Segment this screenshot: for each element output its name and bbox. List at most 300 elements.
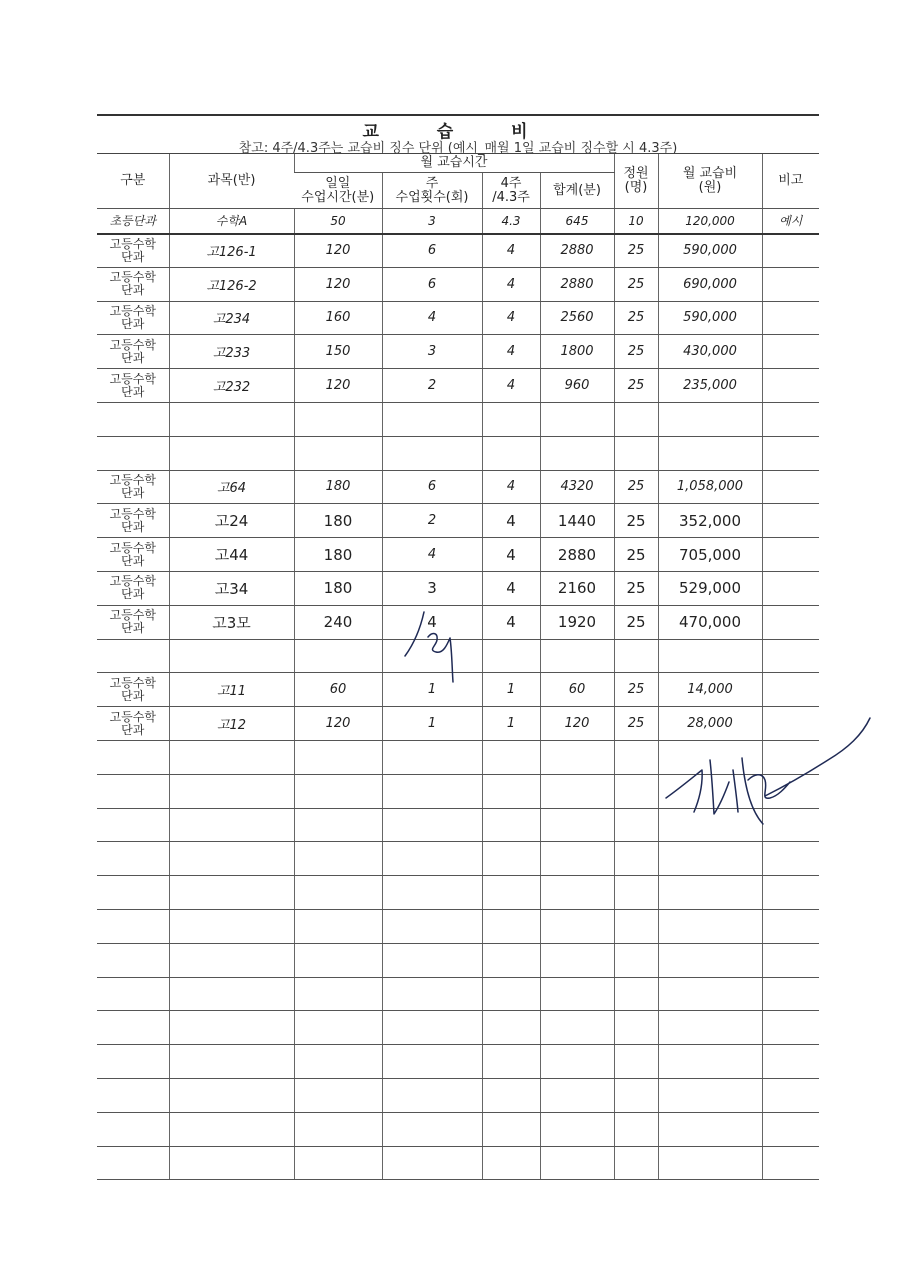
cell-capacity [614,876,658,910]
cell-category [97,402,169,436]
cell-note [762,876,819,910]
cell-note [762,436,819,470]
cell-note [762,504,819,538]
cell-daily [294,876,382,910]
table-row [97,369,819,403]
cell-category: 고등수학 단과 [97,571,169,605]
cell-total [540,639,614,673]
cell-weekly [382,876,482,910]
cell-weekly: 3 [382,209,482,234]
cell-total: 1440 [540,504,614,538]
cell-weekly [382,1011,482,1045]
cell-category [97,1045,169,1079]
cell-note [762,267,819,301]
table-row [97,402,819,436]
cell-total: 120 [540,707,614,741]
cell-subject [169,977,294,1011]
header-total: 합계(분) [540,173,614,209]
cell-weekly: 6 [382,267,482,301]
cell-daily [294,436,382,470]
cell-fee [658,808,762,842]
cell-weeks [482,876,540,910]
header-monthly-hours: 월 교습시간 [294,154,614,173]
cell-total: 1800 [540,335,614,369]
cell-fee [658,1112,762,1146]
cell-weekly: 6 [382,234,482,268]
cell-weekly [382,943,482,977]
table-row [97,470,819,504]
cell-daily [294,842,382,876]
cell-capacity [614,402,658,436]
cell-daily [294,1011,382,1045]
cell-subject [169,909,294,943]
cell-weeks [482,402,540,436]
cell-weekly: 4 [382,605,482,639]
cell-total [540,1078,614,1112]
cell-subject [169,1078,294,1112]
cell-daily [294,808,382,842]
cell-daily [294,1112,382,1146]
cell-fee: 28,000 [658,707,762,741]
table-row [97,538,819,572]
cell-weeks: 4 [482,369,540,403]
cell-category [97,1112,169,1146]
cell-category: 고등수학 단과 [97,369,169,403]
cell-category: 초등단과 [97,209,169,234]
cell-note [762,571,819,605]
cell-weeks [482,436,540,470]
cell-weeks: 1 [482,673,540,707]
cell-weekly: 4 [382,538,482,572]
cell-capacity: 25 [614,538,658,572]
cell-subject [169,402,294,436]
cell-weeks [482,909,540,943]
cell-capacity: 25 [614,571,658,605]
cell-daily: 120 [294,369,382,403]
table-row [97,673,819,707]
cell-weeks: 4 [482,301,540,335]
cell-subject: 고12 [169,707,294,741]
cell-note [762,977,819,1011]
cell-fee [658,1078,762,1112]
cell-total [540,402,614,436]
cell-category [97,876,169,910]
table-row [97,943,819,977]
cell-weeks [482,808,540,842]
cell-category [97,1011,169,1045]
table-row [97,977,819,1011]
table-row [97,1078,819,1112]
cell-weeks: 4 [482,571,540,605]
table-row [97,639,819,673]
cell-fee [658,977,762,1011]
cell-subject [169,639,294,673]
cell-note [762,369,819,403]
cell-daily [294,943,382,977]
cell-daily [294,1045,382,1079]
cell-capacity [614,639,658,673]
cell-fee [658,1045,762,1079]
cell-subject [169,842,294,876]
header-category: 구분 [97,154,169,209]
cell-weeks: 4 [482,538,540,572]
cell-fee: 1,058,000 [658,470,762,504]
cell-daily [294,402,382,436]
cell-category: 고등수학 단과 [97,335,169,369]
header-subject: 과목(반) [169,154,294,209]
cell-category [97,842,169,876]
cell-weeks [482,774,540,808]
cell-category [97,1146,169,1180]
cell-category [97,808,169,842]
cell-capacity [614,1146,658,1180]
cell-category [97,639,169,673]
cell-note [762,538,819,572]
cell-total [540,1146,614,1180]
cell-total [540,740,614,774]
cell-weekly [382,1045,482,1079]
cell-subject [169,1146,294,1180]
cell-category [97,1078,169,1112]
cell-note [762,402,819,436]
cell-total: 645 [540,209,614,234]
cell-daily [294,1146,382,1180]
cell-fee [658,436,762,470]
table-row [97,267,819,301]
header-weeks: 4주 /4.3주 [482,173,540,209]
table-row [97,234,819,268]
cell-daily [294,639,382,673]
table-row [97,571,819,605]
cell-note [762,335,819,369]
cell-weeks [482,639,540,673]
cell-capacity [614,1045,658,1079]
cell-capacity: 25 [614,267,658,301]
cell-subject [169,436,294,470]
table-row [97,774,819,808]
cell-weeks: 4 [482,470,540,504]
cell-note: 예시 [762,209,819,234]
cell-note [762,740,819,774]
cell-daily: 150 [294,335,382,369]
cell-weekly: 3 [382,335,482,369]
page-title: 교 습 비 [362,122,554,142]
cell-category [97,977,169,1011]
cell-weekly [382,740,482,774]
cell-fee: 590,000 [658,234,762,268]
cell-category [97,943,169,977]
cell-note [762,1078,819,1112]
cell-subject [169,1045,294,1079]
cell-total [540,808,614,842]
header-weekly-count: 주 수업횟수(회) [382,173,482,209]
cell-capacity [614,1112,658,1146]
cell-fee [658,774,762,808]
cell-capacity: 25 [614,707,658,741]
cell-weekly [382,436,482,470]
cell-weekly [382,639,482,673]
cell-fee: 529,000 [658,571,762,605]
table-row [97,1146,819,1180]
cell-note [762,673,819,707]
cell-weekly: 2 [382,369,482,403]
cell-subject: 고3모 [169,605,294,639]
cell-note [762,639,819,673]
cell-subject [169,943,294,977]
page-subtitle: 참고: 4주/4.3주는 교습비 징수 단위 (예시_매월 1일 교습비 징수할 시 4.3주) [238,141,678,156]
cell-fee: 235,000 [658,369,762,403]
cell-capacity [614,436,658,470]
cell-total: 1920 [540,605,614,639]
cell-note [762,1146,819,1180]
cell-total [540,1045,614,1079]
cell-fee [658,1011,762,1045]
cell-fee [658,740,762,774]
cell-daily: 180 [294,538,382,572]
cell-weekly [382,808,482,842]
cell-weeks [482,1045,540,1079]
cell-category: 고등수학 단과 [97,605,169,639]
cell-weeks: 1 [482,707,540,741]
cell-weekly: 4 [382,301,482,335]
fee-table [97,153,819,1180]
table-row [97,504,819,538]
cell-daily: 240 [294,605,382,639]
cell-weeks: 4 [482,335,540,369]
cell-capacity [614,842,658,876]
cell-capacity: 25 [614,470,658,504]
table-row [97,335,819,369]
cell-category: 고등수학 단과 [97,234,169,268]
cell-daily [294,909,382,943]
cell-weekly: 3 [382,571,482,605]
cell-subject: 고24 [169,504,294,538]
cell-subject: 고126-1 [169,234,294,268]
cell-fee: 120,000 [658,209,762,234]
cell-daily: 50 [294,209,382,234]
table-row [97,436,819,470]
cell-weekly [382,842,482,876]
cell-subject: 고11 [169,673,294,707]
cell-weeks: 4 [482,504,540,538]
cell-weeks: 4 [482,267,540,301]
cell-total: 2880 [540,538,614,572]
cell-subject [169,876,294,910]
cell-total: 2160 [540,571,614,605]
cell-capacity [614,774,658,808]
cell-capacity: 25 [614,605,658,639]
cell-note [762,842,819,876]
cell-subject: 수학A [169,209,294,234]
cell-daily [294,1078,382,1112]
cell-fee: 690,000 [658,267,762,301]
table-row [97,605,819,639]
cell-daily: 120 [294,267,382,301]
cell-category: 고등수학 단과 [97,470,169,504]
table-row [97,1011,819,1045]
cell-weeks: 4 [482,605,540,639]
cell-subject: 고233 [169,335,294,369]
cell-weekly: 6 [382,470,482,504]
cell-category: 고등수학 단과 [97,538,169,572]
cell-note [762,1011,819,1045]
cell-fee: 705,000 [658,538,762,572]
cell-weekly: 2 [382,504,482,538]
cell-total [540,909,614,943]
cell-capacity: 25 [614,369,658,403]
cell-note [762,301,819,335]
cell-capacity: 25 [614,673,658,707]
table-row [97,740,819,774]
cell-total [540,774,614,808]
cell-category [97,436,169,470]
cell-total: 960 [540,369,614,403]
cell-weeks [482,1078,540,1112]
cell-total [540,876,614,910]
cell-category [97,909,169,943]
cell-note [762,470,819,504]
cell-capacity: 25 [614,504,658,538]
table-row [97,1112,819,1146]
cell-weeks [482,1112,540,1146]
cell-weekly [382,774,482,808]
cell-total [540,977,614,1011]
cell-note [762,234,819,268]
cell-category [97,740,169,774]
cell-fee [658,402,762,436]
cell-fee: 470,000 [658,605,762,639]
cell-fee [658,639,762,673]
cell-note [762,1112,819,1146]
cell-fee: 352,000 [658,504,762,538]
cell-subject [169,808,294,842]
cell-category: 고등수학 단과 [97,504,169,538]
cell-total [540,842,614,876]
cell-capacity: 10 [614,209,658,234]
cell-weeks [482,740,540,774]
cell-fee: 590,000 [658,301,762,335]
cell-note [762,909,819,943]
cell-capacity: 25 [614,335,658,369]
cell-daily: 120 [294,707,382,741]
cell-capacity [614,1011,658,1045]
cell-weeks: 4.3 [482,209,540,234]
table-row [97,808,819,842]
header-monthly-fee: 월 교습비 (원) [658,154,762,209]
cell-subject: 고232 [169,369,294,403]
cell-fee [658,876,762,910]
cell-category: 고등수학 단과 [97,267,169,301]
cell-subject: 고234 [169,301,294,335]
cell-daily [294,977,382,1011]
table-row [97,842,819,876]
cell-total: 60 [540,673,614,707]
cell-total: 2880 [540,267,614,301]
cell-daily: 180 [294,504,382,538]
table-row [97,1045,819,1079]
table-row [97,876,819,910]
cell-note [762,707,819,741]
cell-daily: 120 [294,234,382,268]
cell-total: 2560 [540,301,614,335]
cell-fee: 430,000 [658,335,762,369]
cell-total: 4320 [540,470,614,504]
cell-total [540,436,614,470]
cell-capacity [614,1078,658,1112]
cell-subject: 고126-2 [169,267,294,301]
cell-capacity [614,909,658,943]
cell-subject [169,1011,294,1045]
cell-weekly: 1 [382,673,482,707]
cell-fee: 14,000 [658,673,762,707]
cell-note [762,808,819,842]
top-rule [97,114,819,116]
cell-note [762,1045,819,1079]
cell-weeks: 4 [482,234,540,268]
cell-note [762,774,819,808]
cell-capacity [614,808,658,842]
cell-weekly [382,909,482,943]
table-row [97,707,819,741]
cell-weeks [482,1146,540,1180]
cell-fee [658,943,762,977]
cell-weekly [382,1112,482,1146]
table-row [97,909,819,943]
header-note: 비고 [762,154,819,209]
cell-subject: 고34 [169,571,294,605]
cell-subject [169,1112,294,1146]
cell-category: 고등수학 단과 [97,707,169,741]
cell-capacity: 25 [614,301,658,335]
cell-weeks [482,943,540,977]
cell-subject: 고64 [169,470,294,504]
cell-fee [658,842,762,876]
cell-weekly [382,1078,482,1112]
table-row [97,301,819,335]
cell-subject [169,740,294,774]
cell-weekly [382,977,482,1011]
cell-daily [294,774,382,808]
cell-capacity: 25 [614,234,658,268]
cell-daily: 160 [294,301,382,335]
cell-total [540,1011,614,1045]
cell-total: 2880 [540,234,614,268]
cell-daily [294,740,382,774]
cell-category: 고등수학 단과 [97,301,169,335]
cell-category: 고등수학 단과 [97,673,169,707]
cell-weeks [482,1011,540,1045]
cell-note [762,943,819,977]
cell-total [540,943,614,977]
cell-note [762,605,819,639]
cell-category [97,774,169,808]
cell-weekly [382,1146,482,1180]
example-row [97,209,819,234]
cell-weekly: 1 [382,707,482,741]
cell-daily: 180 [294,571,382,605]
cell-capacity [614,977,658,1011]
cell-capacity [614,943,658,977]
cell-daily: 180 [294,470,382,504]
cell-total [540,1112,614,1146]
cell-fee [658,909,762,943]
cell-fee [658,1146,762,1180]
cell-capacity [614,740,658,774]
header-daily-time: 일일 수업시간(분) [294,173,382,209]
cell-weeks [482,842,540,876]
cell-daily: 60 [294,673,382,707]
cell-weekly [382,402,482,436]
